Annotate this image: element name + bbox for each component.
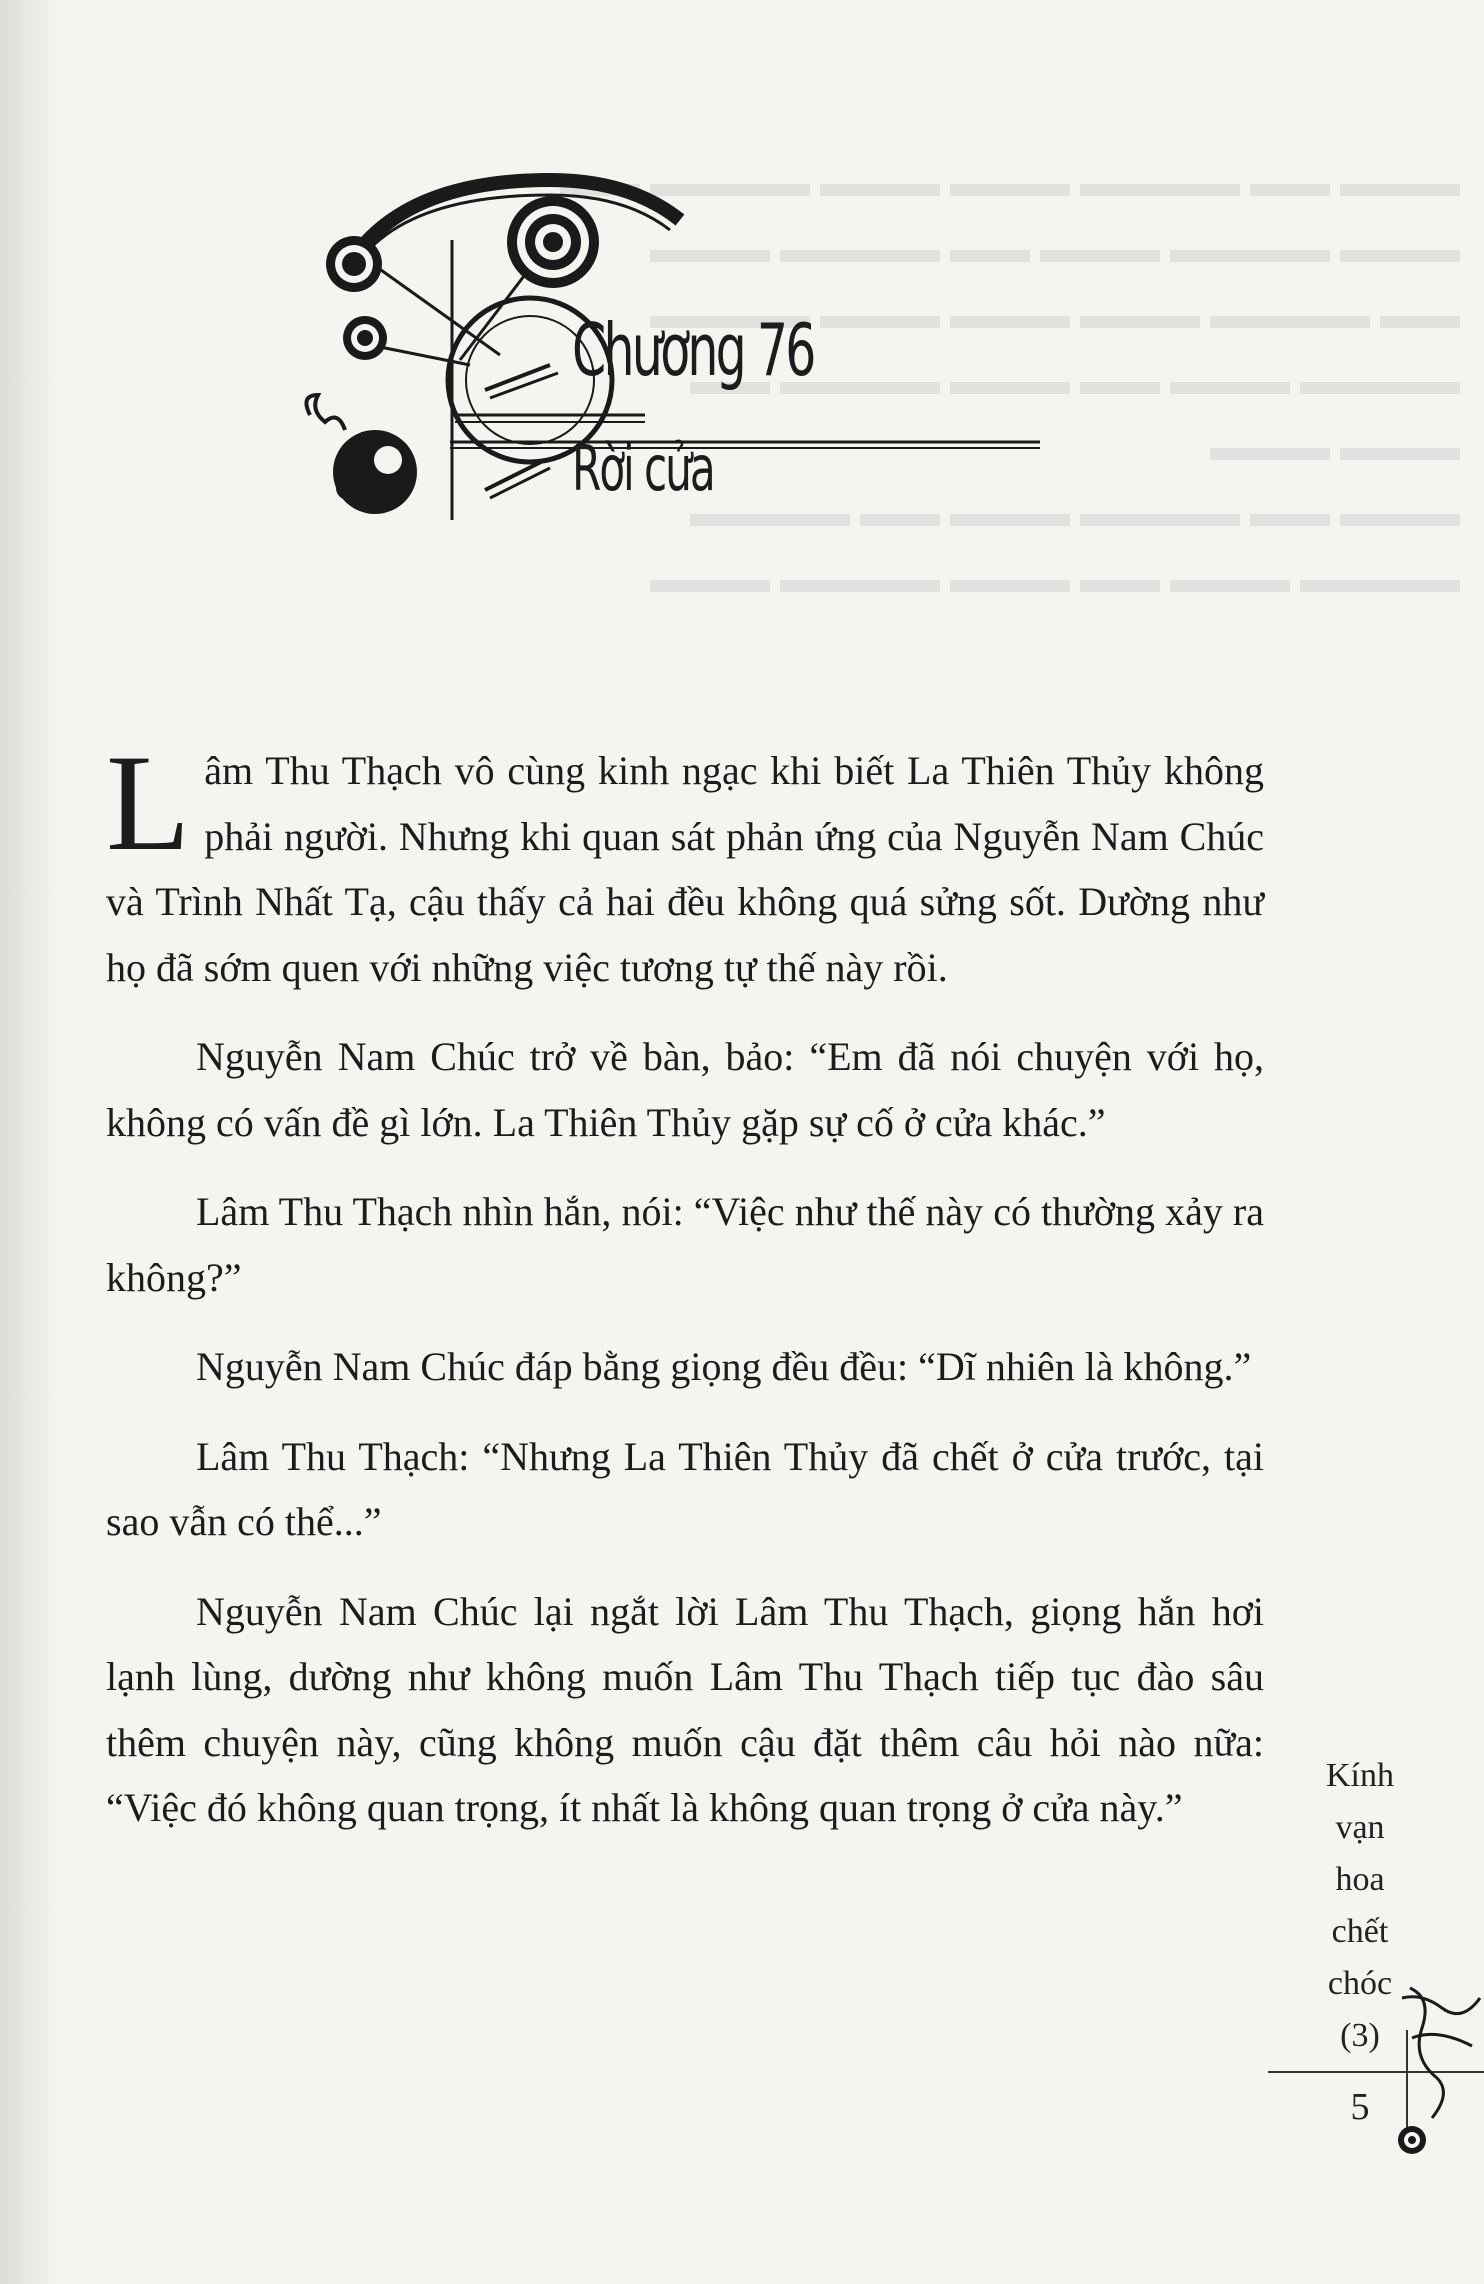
- book-title-line: chóc: [1327, 1965, 1393, 2002]
- ornament-medallion-left: [326, 236, 382, 292]
- paragraph-2: Nguyễn Nam Chúc trở về bàn, bảo: “Em đã nói chuyện với họ, không có vấn đề gì lớn. La Thiên Thủy gặp sự cố ở cửa khác.”: [106, 1034, 1264, 1145]
- paragraph-5: Lâm Thu Thạch: “Nhưng La Thiên Thủy đã chết ở cửa trước, tại sao vẫn có thể...”: [106, 1433, 1264, 1544]
- book-title-line: hoa: [1335, 1861, 1385, 1898]
- paragraph-1: [106, 726, 1264, 1000]
- chapter-subtitle: Rời cửa: [572, 432, 714, 505]
- book-title-line: (3): [1340, 2017, 1380, 2054]
- ornament-medallion-small: [343, 316, 387, 360]
- ornament-medallion-bottom: [333, 430, 417, 514]
- paragraph-4: Nguyễn Nam Chúc đáp bằng giọng đều đều: “Dĩ nhiên là không.”: [196, 1344, 1252, 1389]
- ornament-medallion-top: [507, 196, 599, 288]
- drop-cap: L: [106, 726, 191, 879]
- corner-medallion: [1398, 2126, 1426, 2154]
- page-number: 5: [1350, 2086, 1370, 2128]
- paragraph-3: Lâm Thu Thạch nhìn hắn, nói: “Việc như thế này có thường xảy ra không?”: [106, 1189, 1264, 1300]
- chapter-body: [106, 726, 1264, 1865]
- book-title-line: Kính: [1326, 1757, 1394, 1794]
- chapter-title: Chương 76: [572, 308, 814, 392]
- corner-vine-ornament: [1392, 1968, 1484, 2158]
- book-title-line: vạn: [1335, 1809, 1385, 1846]
- page-gutter-shadow: [0, 0, 60, 2284]
- paragraph-1-text: âm Thu Thạch vô cùng kinh ngạc khi biết La Thiên Thủy không phải người. Nhưng khi quan sát phản ứng của Nguyễn Nam Chúc và Trình Nhất Tạ, cậu thấy cả hai đều không quá sửng sốt. Dường như họ đã sớm quen với những việc tương tự thế này rồi.: [106, 748, 1264, 990]
- show-through-text: ▬▬▬ ▬▬ ▬▬▬▬ ▬▬▬ ▬▬▬ ▬▬▬▬ ▬▬ ▬▬▬ ▬▬▬▬ ▬▬▬ ▬▬ ▬▬▬▬ ▬▬▬ ▬▬ ▬▬▬▬ ▬▬▬ ▬▬▬ ▬▬▬ ▬▬▬▬ ▬▬▬▬ ▬▬▬ ▬▬ ▬▬▬ ▬▬▬▬ ▬▬ ▬▬▬ ▬▬▬ ▬▬▬ ▬▬ ▬▬▬▬ ▬▬▬ ▬▬ ▬▬▬▬ ▬▬▬▬ ▬▬▬ ▬▬ ▬▬▬ ▬▬▬▬ ▬▬▬: [560, 160, 1460, 601]
- book-title-line: chết: [1331, 1913, 1389, 1950]
- paragraph-6: Nguyễn Nam Chúc lại ngắt lời Lâm Thu Thạch, giọng hắn hơi lạnh lùng, dường như không muốn Lâm Thu Thạch tiếp tục đào sâu thêm chuyện này, cũng không muốn cậu đặt thêm câu hỏi nào nữa: “Việc đó không quan trọng, ít nhất là không quan trọng ở cửa này.”: [106, 1588, 1264, 1830]
